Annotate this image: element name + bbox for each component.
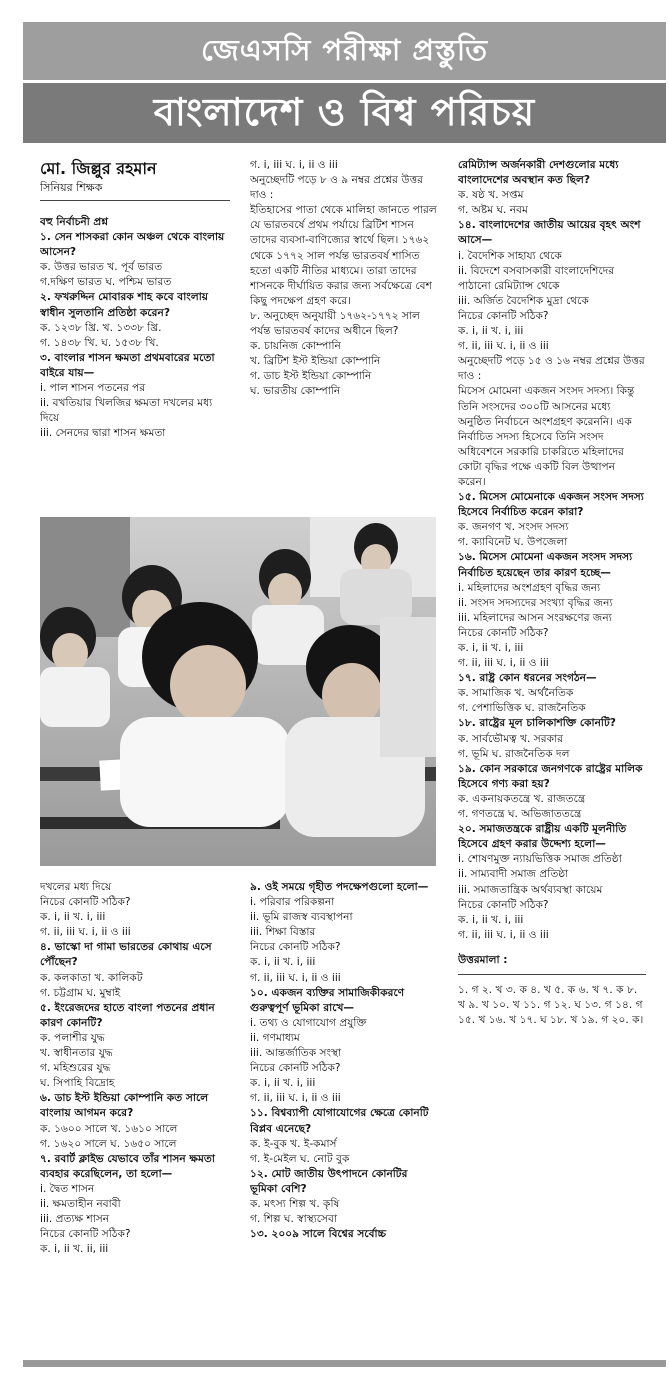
header-kicker: জেএসসি পরীক্ষা প্রস্তুতি xyxy=(201,33,488,68)
page-title: বাংলাদেশ ও বিশ্ব পরিচয় xyxy=(153,90,536,135)
text-line: ii. ক্ষমতাহীন নবাবী xyxy=(40,1197,121,1210)
text-line: ii. সাম্যবাদী সমাজ প্রতিষ্ঠা xyxy=(458,868,569,881)
column-2-bottom xyxy=(250,880,438,1356)
text-line: ১০. একজন ব্যক্তির সামাজিকীকরণে গুরুত্বপূর্ণ ভূমিকা রাখে— xyxy=(250,986,405,1014)
text-line: গ. শিল্প ঘ. স্বাস্থ্যসেবা xyxy=(250,1213,338,1226)
text-line: গ. ১৬২০ সালে ঘ. ১৬৫০ সালে xyxy=(40,1137,177,1150)
text-line: রেমিট্যান্স অর্জনকারী দেশগুলোর মধ্যে বাংলাদেশের অবস্থান কত ছিল? xyxy=(458,159,619,187)
section-heading: বহু নির্বাচনী প্রশ্ন xyxy=(40,216,109,228)
text-line: ii. বখতিয়ার খিলজির ক্ষমতা দখলের মধ্য দিয়ে xyxy=(40,397,213,425)
text-line: অনুচ্ছেদটি পড়ে ১৫ ও ১৬ নম্বর প্রশ্নের উত্তর দাও : xyxy=(458,355,645,383)
text-line: ক. পলাশীর যুদ্ধ xyxy=(40,1031,105,1044)
text-line: ii. ভূমি রাজস্ব ব্যবস্থাপনা xyxy=(250,911,353,924)
text-line: iii. মহিলাদের আসন সংরক্ষণের জন্য xyxy=(458,611,612,624)
text-line: গ. পেশাভিত্তিক ঘ. রাজনৈতিক xyxy=(458,702,586,715)
text-line: i. পাল শাসন পতনের পর xyxy=(40,382,146,395)
text-line: গ. ডাচ ইস্ট ইন্ডিয়া কোম্পানি xyxy=(250,370,372,383)
text-line: ক. i, ii খ. i, iii xyxy=(458,325,524,338)
text-line: ১৭. রাষ্ট্র কোন ধরনের সংগঠন— xyxy=(458,672,597,685)
text-line: ii. সংসদ সদস্যদের সংখ্যা বৃদ্ধির জন্য xyxy=(458,596,613,609)
text-line: গ. ii, iii ঘ. i, ii ও iii xyxy=(458,340,549,353)
text-line: ২০. সমাজতন্ত্রকে রাষ্ট্রীয় একটি মূলনীতি হিসেবে গ্রহণ করার উদ্দেশ্য হলো— xyxy=(458,823,627,851)
text-line: ঘ. সিপাহি বিদ্রোহ xyxy=(40,1077,115,1090)
text-line: ক. জনগণ খ. সংসদ সদস্য xyxy=(458,521,569,534)
text-line: i. শোষণমুক্ত ন্যায়ভিত্তিক সমাজ প্রতিষ্ঠা xyxy=(458,853,622,866)
text-line: ৪. ভাস্কো দা গামা ভারতের কোথায় এসে পৌঁছেন? xyxy=(40,941,212,969)
text-line: iii. সেনদের দ্বারা শাসন ক্ষমতা xyxy=(40,427,166,440)
text-line: iii. প্রত্যক্ষ শাসন xyxy=(40,1213,110,1226)
text-line: ১১. বিশ্বব্যাপী যোগাযোগের ক্ষেত্রে কোনটি বিপ্লব এনেছে? xyxy=(250,1107,429,1135)
text-line: ৫. ইংরেজদের হাতে বাংলা পতনের প্রধান কারণ কোনটি? xyxy=(40,1001,215,1029)
text-line: ক. i, ii খ. ii, iii xyxy=(40,1243,109,1256)
text-line: ক. ১৬০০ সালে খ. ১৬১০ সালে xyxy=(40,1122,178,1135)
text-line: iii. শিক্ষা বিস্তার xyxy=(250,926,316,939)
text-line: ক. ১২৩৮ খ্রি. খ. ১৩৩৮ খ্রি. xyxy=(40,321,162,334)
text-line: i. দ্বৈত শাসন xyxy=(40,1182,95,1195)
text-line: ক. i, ii খ. i, iii xyxy=(250,956,316,969)
text-line: ৭. রবার্ট ক্লাইভ যেভাবে তাঁর শাসন ক্ষমতা ব্যবহার করেছিলেন, তা হলো— xyxy=(40,1152,215,1180)
text-line: অনুচ্ছেদটি পড়ে ৮ ও ৯ নম্বর প্রশ্নের উত্তর দাও : xyxy=(250,174,423,202)
text-line: গ. ii, iii ঘ. i, ii ও iii xyxy=(40,926,131,939)
text-line: গ. গণতন্ত্রে ঘ. অভিজাততন্ত্রে xyxy=(458,808,582,821)
text-line: গ. ই-মেইল ঘ. নোট বুক xyxy=(250,1152,350,1165)
text-line: i. মহিলাদের অংশগ্রহণ বৃদ্ধির জন্য xyxy=(458,581,601,594)
text-line: ক. ষষ্ঠ খ. সপ্তম xyxy=(458,189,524,202)
text-line: নিচের কোনটি সঠিক? xyxy=(458,309,549,322)
text-line: ১২. মোট জাতীয় উৎপাদনে কোনটির ভূমিকা বেশি? xyxy=(250,1167,408,1195)
text-line: গ. ক্যাবিনেট ঘ. উপজেলা xyxy=(458,536,568,549)
text-line: গ. মহিশুরের যুদ্ধ xyxy=(40,1062,111,1075)
text-line: ক. i, ii খ. i, iii xyxy=(458,913,524,926)
question-list xyxy=(40,230,230,441)
answers-heading: উত্তরমালা : xyxy=(458,953,508,966)
text-line: i. বৈদেশিক সাহায্য থেকে xyxy=(458,249,562,262)
answer-key: ১. গ ২. খ ৩. ক ৪. খ ৫. ক ৬. খ ৭. ক ৮. খ ৯. খ ১০. খ ১১. গ ১২. ঘ ১৩. গ ১৪. গ ১৫. খ ১৬. খ ১৭. ঘ ১৮. খ ১৯. গ ২০. ক। xyxy=(458,983,644,1027)
text-line: গ. ১৪৩৮ খি. ঘ. ১৫৩৮ খি. xyxy=(40,336,159,349)
text-line: ক. সার্বভৌমত্ব খ. সরকার xyxy=(458,732,563,745)
text-line: ৯. ওই সময়ে গৃহীত পদক্ষেপগুলো হলো— xyxy=(250,881,429,893)
text-line: গ. ii, iii ঘ. i, ii ও iii xyxy=(250,971,341,984)
text-line: ১৫. মিসেস মোমেনাকে একজন সংসদ সদস্য হিসেবে নির্বাচিত করেন কারা? xyxy=(458,491,644,519)
column-1-top xyxy=(40,158,230,510)
question-list xyxy=(458,158,646,943)
text-line: নিচের কোনটি সঠিক? xyxy=(250,941,341,954)
text-line: খ. ব্রিটিশ ইস্ট ইন্ডিয়া কোম্পানি xyxy=(250,355,381,368)
answers-divider xyxy=(458,974,646,975)
column-3 xyxy=(458,158,646,1356)
exam-hall-photo xyxy=(40,517,436,866)
text-line: দখলের মধ্য দিয়ে xyxy=(40,881,112,893)
text-line: গ. চট্টগ্রাম ঘ. মুম্বাই xyxy=(40,986,121,999)
text-line: i. তথ্য ও যোগাযোগ প্রযুক্তি xyxy=(250,1016,367,1029)
author-role: সিনিয়র শিক্ষক xyxy=(40,181,103,194)
author-divider xyxy=(40,200,230,201)
text-line: গ. অষ্টম ঘ. নবম xyxy=(458,204,528,217)
text-line: ১৩. ২০০৯ সালে বিশ্বের সর্বোচ্চ xyxy=(250,1228,387,1241)
question-list xyxy=(250,880,438,1242)
text-line: নিচের কোনটি সঠিক? xyxy=(40,1228,131,1241)
text-line: ক. কলকাতা খ. কালিকট xyxy=(40,971,143,984)
text-line: ক. একনায়কতন্ত্রে খ. রাজতন্ত্রে xyxy=(458,792,586,805)
text-line: ১৮. রাষ্ট্রের মূল চালিকাশক্তি কোনটি? xyxy=(458,717,616,730)
text-line: ৩. বাংলার শাসন ক্ষমতা প্রথমবারের মতো বাইরে যায়— xyxy=(40,351,215,379)
text-line: ১৬. মিসেস মোমেনা একজন সংসদ সদস্য নির্বাচিত হয়েছেন তার কারণ হচ্ছে— xyxy=(458,551,633,579)
text-line: গ. ii, iii ঘ. i, ii ও iii xyxy=(458,928,549,941)
text-line: ১. সেন শাসকরা কোন অঞ্চল থেকে বাংলায় আসেন? xyxy=(40,231,225,259)
text-line: খ. স্বাধীনতার যুদ্ধ xyxy=(40,1047,113,1060)
text-line: ৬. ডাচ ইস্ট ইন্ডিয়া কোম্পানি কত সালে বাংলায় আগমন করে? xyxy=(40,1092,209,1120)
students-writing-exam-image xyxy=(40,517,436,866)
text-line: ক. ই-বুক খ. ই-কমার্স xyxy=(250,1137,337,1150)
text-line: ক. i, ii খ. i, iii xyxy=(458,642,524,654)
text-line: ১৯. কোন সরকারে জনগণকে রাষ্ট্রের মালিক হিসেবে গণ্য করা হয়? xyxy=(458,762,643,790)
text-line: ক. চায়নিজ কোম্পানি xyxy=(250,340,341,353)
text-line: ii. বিদেশে বসবাসকারী বাংলাদেশিদের পাঠানো রেমিট্যান্স থেকে xyxy=(458,264,615,292)
text-line: ক. i, ii খ. i, iii xyxy=(250,1077,316,1090)
text-line: গ. ii, iii ঘ. i, ii ও iii xyxy=(250,1092,341,1105)
text-line: ইতিহাসের পাতা থেকে মালিহা জানতে পারল যে ভারতবর্ষে প্রথম পর্যায়ে ব্রিটিশ শাসন তাদের ব্যবসা-বাণিজ্যের স্বার্থে ছিল। ১৭৬২ থেকে ১৭৭২ সাল পর্যন্ত ভারতবর্ষ শাসিত হতো একটি নীতির মাধ্যমে। তারা তাদের শাসনকে দীর্ঘায়িত করার জন্য সর্বক্ষেত্রে বেশ কিছু পদক্ষেপ গ্রহণ করে। xyxy=(250,204,437,307)
text-line: iii. আন্তর্জাতিক সংস্থা xyxy=(250,1047,342,1060)
column-1-bottom xyxy=(40,880,230,1356)
text-line: নিচের কোনটি সঠিক? xyxy=(458,898,549,911)
text-line: ক. সামাজিক খ. অর্থনৈতিক xyxy=(458,687,574,700)
text-line: ঘ. ভারতীয় কোম্পানি xyxy=(250,385,341,398)
text-line: ক. মৎস্য শিল্প খ. কৃষি xyxy=(250,1197,340,1210)
author-name: মো. জিল্লুর রহমান xyxy=(40,159,157,178)
text-line: ২. ফখরুদ্দিন মোবারক শাহ কবে বাংলায় স্বাধীন সুলতানি প্রতিষ্ঠা করেন? xyxy=(40,291,209,319)
text-line: নিচের কোনটি সঠিক? xyxy=(250,1062,341,1075)
header-title-banner xyxy=(23,83,666,143)
text-line: গ.দক্ষিণ ভারত ঘ. পশ্চিম ভারত xyxy=(40,276,172,289)
text-line: গ. ভূমি ঘ. রাজনৈতিক দল xyxy=(458,747,570,760)
text-line: i. পরিবার পরিকল্পনা xyxy=(250,896,335,909)
text-line: ৮. অনুচ্ছেদ অনুযায়ী ১৭৬২-১৭৭২ সাল পর্যন্ত ভারতবর্ষ কাদের অধীনে ছিল? xyxy=(250,309,420,338)
text-line: iii. সমাজতান্ত্রিক অর্থব্যবস্থা কায়েম xyxy=(458,883,603,896)
text-line: ক. উত্তর ভারত খ. পূর্ব ভারত xyxy=(40,261,163,274)
text-line: নিচের কোনটি সঠিক? xyxy=(458,626,549,639)
question-list xyxy=(250,158,438,400)
text-line: iii. অর্জিত বৈদেশিক মুদ্রা থেকে xyxy=(458,294,589,307)
text-line: গ. ii, iii ঘ. i, ii ও iii xyxy=(458,657,549,670)
footer-bar xyxy=(23,1360,666,1367)
text-line: ii. গণমাধ্যম xyxy=(250,1031,300,1044)
text-line: গ. i, iii ঘ. i, ii ও iii xyxy=(250,159,338,171)
text-line: মিসেস মোমেনা একজন সংসদ সদস্য। কিন্তু তিনি সংসদের ৩০০টি আসনের মধ্যে অনুষ্ঠিত নির্বাচনে অংশগ্রহণ করেননি। এক নির্বাচিত সদস্য হিসেবে তিনি সংসদ অধিবেশনে সরকারি চাকরিতে মহিলাদের কোটা বৃদ্ধির পক্ষে একটি বিল উত্থাপন করেন। xyxy=(458,385,635,488)
header-kicker-banner xyxy=(23,22,666,80)
text-line: নিচের কোনটি সঠিক? xyxy=(40,896,131,909)
text-line: ১৪. বাংলাদেশের জাতীয় আয়ের বৃহৎ অংশ আসে— xyxy=(458,219,641,247)
question-list xyxy=(40,880,230,1257)
column-2-top xyxy=(250,158,438,510)
text-line: ক. i, ii খ. i, iii xyxy=(40,911,106,924)
